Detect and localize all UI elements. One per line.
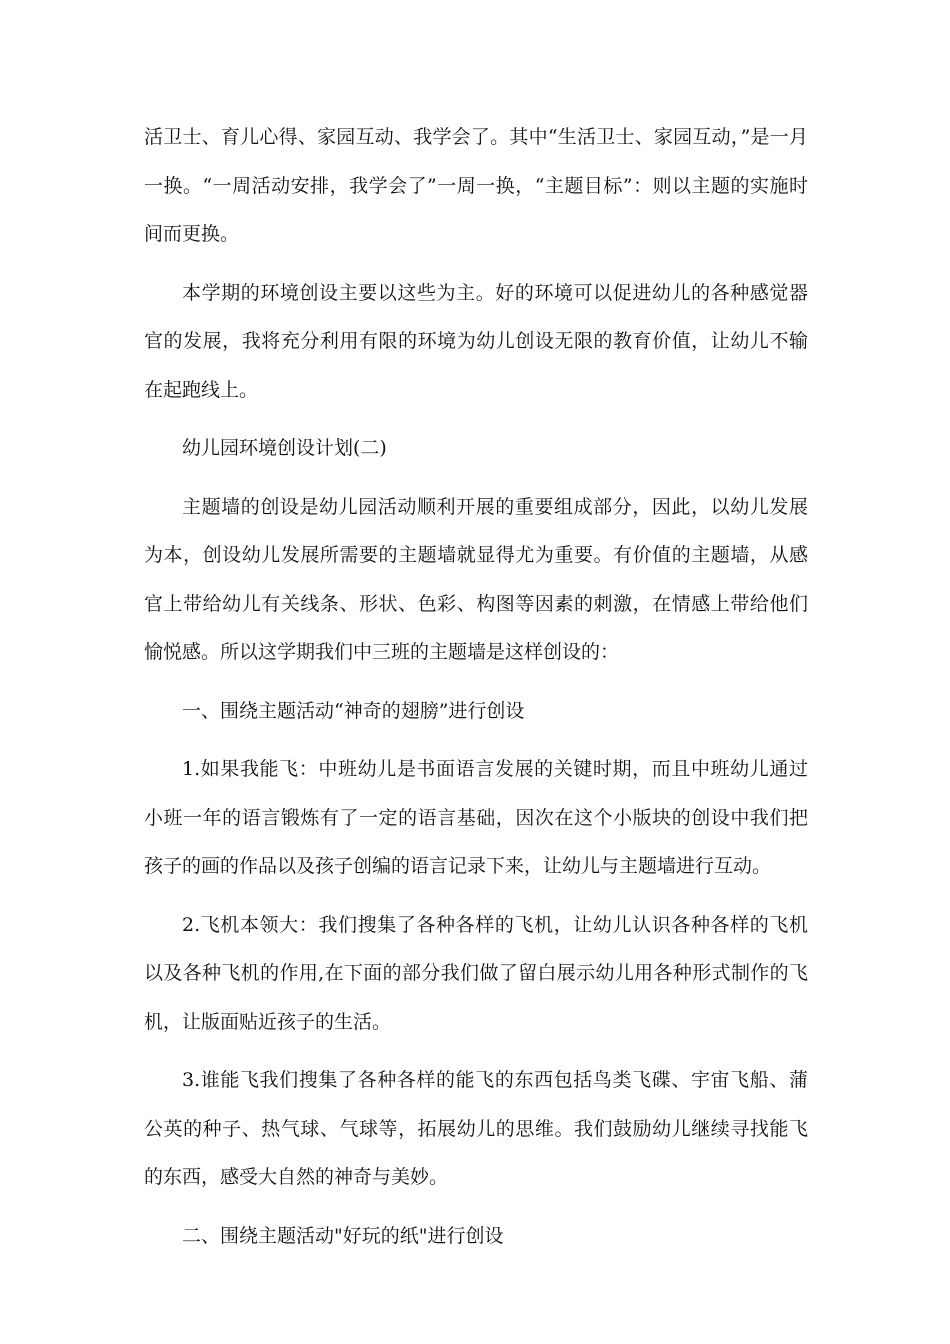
subheading-1: 一、围绕主题活动“神奇的翅膀”进行创设 (182, 699, 525, 722)
list-item-3: 3.谁能飞我们搜集了各种各样的能飞的东西包括鸟类飞碟、宇宙飞船、蒲公英的种子、热气球、气球等，拓展幼儿的思维。我们鼓励幼儿继续寻找能飞的东西，感受大自然的神奇与美妙。 (144, 1069, 808, 1188)
document-page (144, 113, 808, 1270)
list-item-1: 1.如果我能飞：中班幼儿是书面语言发展的关键时期，而且中班幼儿通过小班一年的语言锻炼有了一定的语言基础，因次在这个小版块的创设中我们把孩子的画的作品以及孩子创编的语言记录下来，让幼儿与主题墙进行互动。 (144, 758, 808, 877)
list-item-2: 2.飞机本领大：我们搜集了各种各样的飞机，让幼儿认识各种各样的飞机以及各种飞机的作用,在下面的部分我们做了留白展示幼儿用各种形式制作的飞机，让版面贴近孩子的生活。 (144, 913, 808, 1033)
paragraph-3: 主题墙的创设是幼儿园活动顺利开展的重要组成部分，因此，以幼儿发展为本，创设幼儿发展所需要的主题墙就显得尤为重要。有价值的主题墙，从感官上带给幼儿有关线条、形状、色彩、构图等因素的刺激，在情感上带给他们愉悦感。所以这学期我们中三班的主题墙是这样创设的： (144, 495, 808, 663)
section-heading-plan-2: 幼儿园环境创设计划(二) (182, 437, 387, 459)
subheading-2: 二、围绕主题活动"好玩的纸"进行创设 (182, 1224, 504, 1247)
paragraph-2: 本学期的环境创设主要以这些为主。好的环境可以促进幼儿的各种感觉器官的发展，我将充分利用有限的环境为幼儿创设无限的教育价值，让幼儿不输在起跑线上。 (144, 281, 808, 401)
paragraph-1: 活卫士、育儿心得、家园互动、我学会了。其中“生活卫士、家园互动，”是一月一换。“一周活动安排，我学会了”一周一换，“主题目标”：则以主题的实施时间而更换。 (144, 126, 808, 245)
